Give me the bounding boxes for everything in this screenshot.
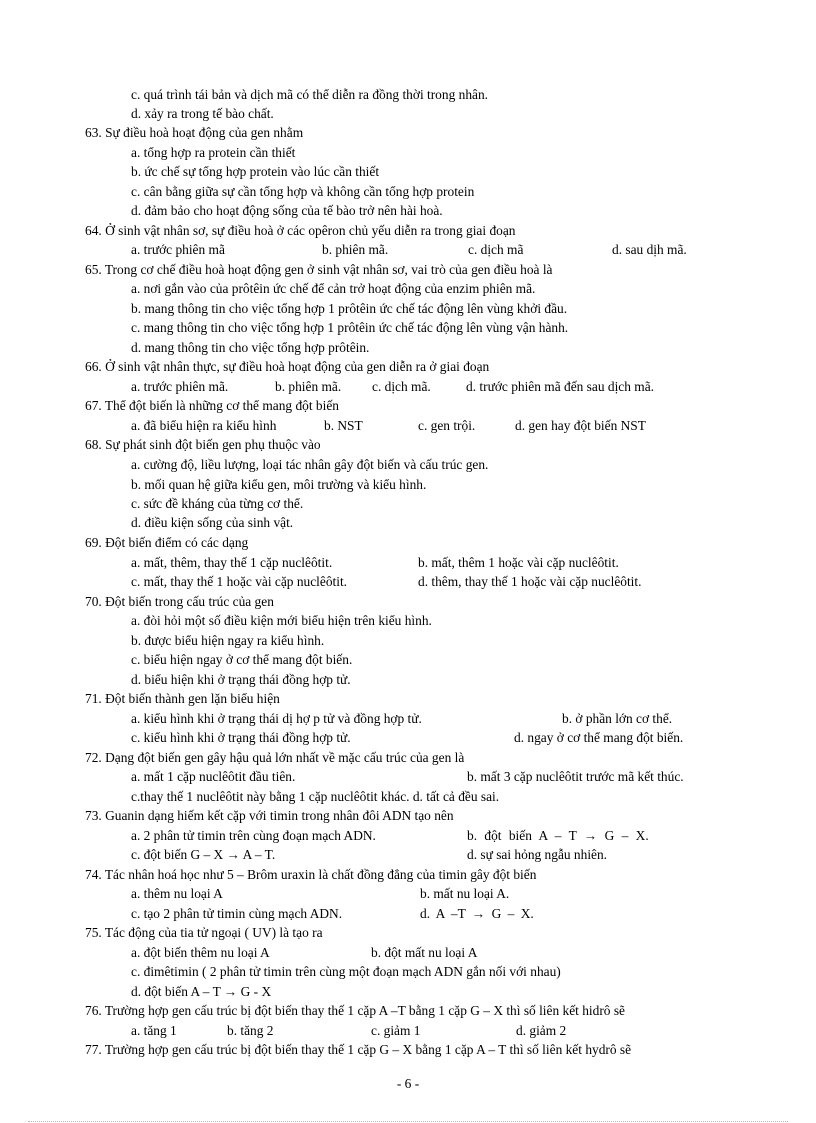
option-text: d. ngay ở cơ thể mang đột biến.	[514, 730, 684, 745]
option-text: d. xảy ra trong tế bào chất.	[131, 106, 274, 121]
option-text: d. đảm bảo cho hoạt động sống của tế bào trở nên hài hoà.	[131, 203, 443, 218]
question-75: 75. Tác động của tia tử ngoại ( UV) là tạo ra	[85, 925, 323, 940]
option-text: b. được biểu hiện ngay ra kiểu hình.	[131, 633, 325, 648]
question-74: 74. Tác nhân hoá học như 5 – Brôm uraxin là chất đồng đẳng của timin gây đột biến	[85, 867, 537, 882]
option-text: a. 2 phân tử timin trên cùng đoạn mạch ADN.	[131, 828, 376, 843]
option-text: c. biểu hiện ngay ở cơ thể mang đột biến.	[131, 652, 353, 667]
option-text: c. kiểu hình khi ở trạng thái đồng hợp tử.	[131, 730, 351, 745]
option-text: a. đòi hỏi một số điều kiện mới biểu hiện trên kiểu hình.	[131, 613, 432, 628]
option-text: d. A –T → G – X.	[420, 906, 534, 921]
question-64: 64. Ở sinh vật nhân sơ, sự điều hoà ở các opêron chủ yếu diễn ra trong giai đoạn	[85, 223, 516, 238]
question-69: 69. Đột biến điểm có các dạng	[85, 535, 249, 550]
option-text: b. phiên mã.	[322, 242, 389, 257]
option-text: c. giảm 1	[371, 1023, 421, 1038]
option-text: b. mất, thêm 1 hoặc vài cặp nuclêôtit.	[418, 555, 619, 570]
option-text: a. thêm nu loại A	[131, 886, 223, 901]
question-66: 66. Ở sinh vật nhân thực, sự điều hoà hoạt động của gen diễn ra ở giai đoạn	[85, 359, 490, 374]
option-text: d. điều kiện sống của sinh vật.	[131, 515, 294, 530]
option-text: b. đột mất nu loại A	[371, 945, 478, 960]
option-text: c. mang thông tin cho việc tổng hợp 1 prôtêin ức chế tác động lên vùng vận hành.	[131, 320, 569, 335]
option-text: d. đột biến A – T → G - X	[131, 984, 272, 999]
question-73: 73. Guanin dạng hiếm kết cặp với timin trong nhân đôi ADN tạo nên	[85, 808, 454, 823]
option-text: d. mang thông tin cho việc tổng hợp prôtêin.	[131, 340, 370, 355]
option-text: a. nơi gắn vào của prôtêin ức chế để cản trở hoạt động của enzim phiên mã.	[131, 281, 536, 296]
option-text: c. tạo 2 phân tử timin cùng mạch ADN.	[131, 906, 343, 921]
page-bottom-divider	[28, 1121, 788, 1122]
option-text: b. phiên mã.	[275, 379, 342, 394]
option-text: b. NST	[324, 418, 363, 433]
question-70: 70. Đột biến trong cấu trúc của gen	[85, 594, 274, 609]
option-text: b. mối quan hệ giữa kiểu gen, môi trường và kiểu hình.	[131, 477, 427, 492]
option-text: c. đột biến G – X → A – T.	[131, 847, 276, 862]
option-text: d. biểu hiện khi ở trạng thái đồng hợp tử.	[131, 672, 351, 687]
option-text: c. sức đề kháng của từng cơ thể.	[131, 496, 304, 511]
option-text: a. đột biến thêm nu loại A	[131, 945, 270, 960]
option-text: a. tăng 1	[131, 1023, 177, 1038]
option-text: a. tổng hợp ra protein cần thiết	[131, 145, 296, 160]
question-76: 76. Trường hợp gen cấu trúc bị đột biến thay thế 1 cặp A –T bằng 1 cặp G – X thì số liên kết hidrô sẽ	[85, 1003, 625, 1018]
option-text: a. đã biểu hiện ra kiểu hình	[131, 418, 277, 433]
question-71: 71. Đột biến thành gen lặn biểu hiện	[85, 691, 280, 706]
option-text: a. mất 1 cặp nuclêôtit đầu tiên.	[131, 769, 296, 784]
option-text: c. gen trội.	[418, 418, 476, 433]
option-text: b. mang thông tin cho việc tổng hợp 1 prôtêin ức chế tác động lên vùng khởi đầu.	[131, 301, 568, 316]
option-text: c. mất, thay thế 1 hoặc vài cặp nuclêôtit.	[131, 574, 348, 589]
option-text: c.thay thế 1 nuclêôtit này bằng 1 cặp nuclêôtit khác. d. tất cả đều sai.	[131, 789, 500, 804]
question-72: 72. Dạng đột biến gen gây hậu quả lớn nhất về mặc cấu trúc của gen là	[85, 750, 465, 765]
option-text: a. cường độ, liều lượng, loại tác nhân gây đột biến và cấu trúc gen.	[131, 457, 489, 472]
option-text: b. mất nu loại A.	[420, 886, 510, 901]
option-text: d. giảm 2	[516, 1023, 567, 1038]
option-text: d. gen hay đột biến NST	[515, 418, 646, 433]
option-text: a. kiểu hình khi ở trạng thái dị hợ p tử và đồng hợp tử.	[131, 711, 422, 726]
question-65: 65. Trong cơ chế điều hoà hoạt động gen ở sinh vật nhân sơ, vai trò của gen điều hoà là	[85, 262, 553, 277]
option-text: d. trước phiên mã đến sau dịch mã.	[466, 379, 654, 394]
option-text: c. quá trình tái bản và dịch mã có thể diễn ra đồng thời trong nhân.	[131, 87, 488, 102]
option-text: a. trước phiên mã.	[131, 379, 229, 394]
question-67: 67. Thể đột biến là những cơ thể mang đột biến	[85, 398, 339, 413]
question-77: 77. Trường hợp gen cấu trúc bị đột biến thay thế 1 cặp G – X bằng 1 cặp A – T thì số liên kết hydrô sẽ	[85, 1042, 632, 1057]
option-text: c. dịch mã	[468, 242, 524, 257]
option-text: b. đột biến A – T → G – X.	[467, 828, 649, 843]
option-text: b. mất 3 cặp nuclêôtit trước mã kết thúc.	[467, 769, 684, 784]
question-68: 68. Sự phát sinh đột biến gen phụ thuộc vào	[85, 437, 321, 452]
option-text: a. mất, thêm, thay thế 1 cặp nuclêôtit.	[131, 555, 333, 570]
page-number: - 6 -	[396, 1076, 420, 1091]
option-text: b. ức chế sự tổng hợp protein vào lúc cần thiết	[131, 164, 380, 179]
question-63: 63. Sự điều hoà hoạt động của gen nhằm	[85, 125, 304, 140]
option-text: c. dịch mã.	[372, 379, 431, 394]
option-text: c. đimêtimin ( 2 phân tử timin trên cùng một đoạn mạch ADN gắn nối với nhau)	[131, 964, 561, 979]
option-text: a. trước phiên mã	[131, 242, 225, 257]
option-text: d. thêm, thay thế 1 hoặc vài cặp nuclêôtit.	[418, 574, 642, 589]
option-text: b. ở phần lớn cơ thể.	[562, 711, 673, 726]
option-text: d. sự sai hỏng ngẫu nhiên.	[467, 847, 608, 862]
option-text: b. tăng 2	[227, 1023, 274, 1038]
option-text: c. cân bằng giữa sự cần tổng hợp và không cần tổng hợp protein	[131, 184, 475, 199]
option-text: d. sau dịh mã.	[612, 242, 687, 257]
